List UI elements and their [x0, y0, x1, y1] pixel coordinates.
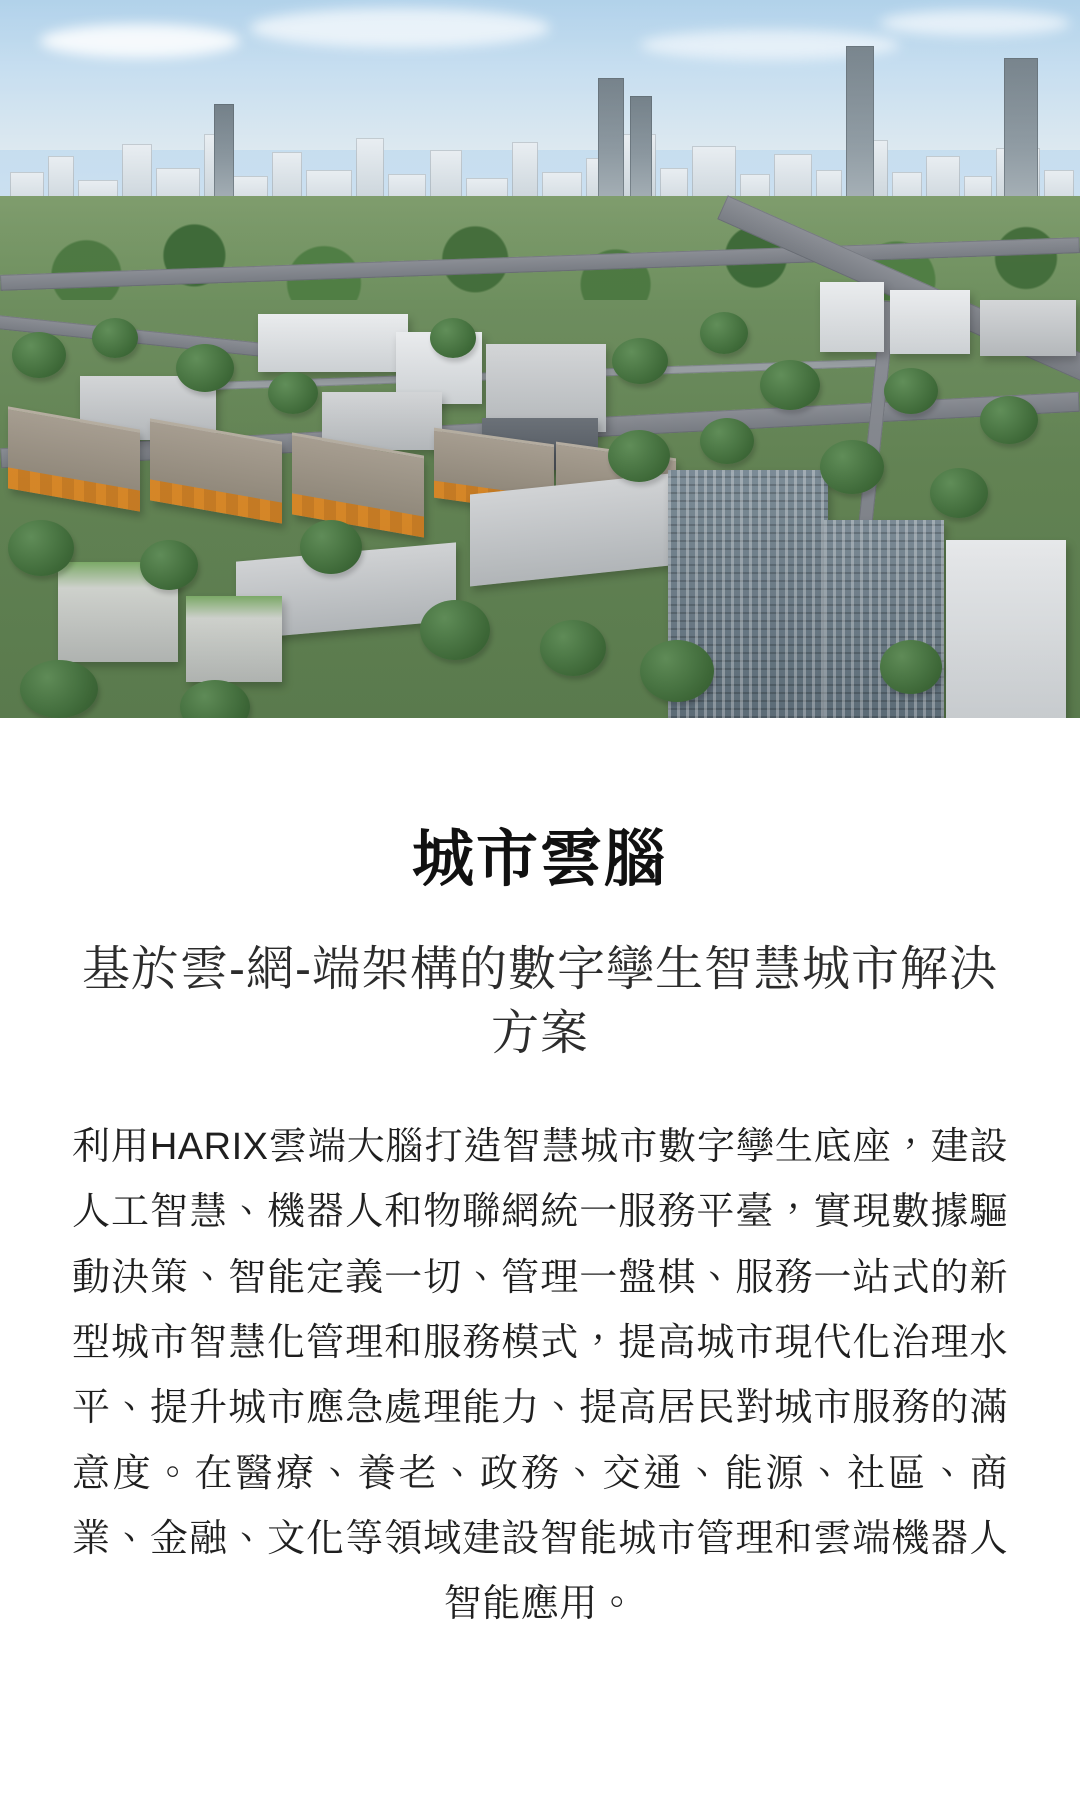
building-block — [258, 314, 408, 372]
tree-cluster — [420, 600, 490, 660]
cloud-shape — [250, 8, 550, 48]
tree-cluster — [760, 360, 820, 410]
cloud-shape — [880, 10, 1070, 36]
green-roof-building — [186, 596, 282, 682]
article-body-paragraph: 利用HARIX雲端大腦打造智慧城市數字孿生底座，建設人工智慧、機器人和物聯網統一服務平臺，實現數據驅動決策、智能定義一切、管理一盤棋、服務一站式的新型城市智慧化管理和服務模式，提高城市現代化治理水平、提升城市應急處理能力、提高居民對城市服務的滿意度。在醫療、養老、政務、交通、能源、社區、商業、金融、文化等領域建設智能城市管理和雲端機器人智能應用。 — [72, 1125, 1008, 1626]
skyscraper-tower — [598, 78, 624, 210]
tree-cluster — [540, 620, 606, 676]
tree-cluster — [176, 344, 234, 392]
skyscraper-tower — [846, 46, 874, 210]
skyscraper-tower — [214, 104, 234, 210]
tree-cluster — [700, 418, 754, 464]
hero-image-aerial-city — [0, 0, 1080, 718]
article-content — [0, 718, 1080, 1638]
tree-cluster — [612, 338, 668, 384]
tree-cluster — [20, 660, 98, 718]
tree-cluster — [140, 540, 198, 590]
page-title: 城市雲腦 — [411, 825, 668, 894]
tree-cluster — [884, 368, 938, 414]
tree-cluster — [12, 332, 66, 378]
residential-block — [946, 540, 1066, 718]
tree-cluster — [430, 318, 476, 358]
building-block — [980, 300, 1076, 356]
tree-cluster — [980, 396, 1038, 444]
tree-cluster — [880, 640, 942, 694]
skyscraper-tower — [1004, 58, 1038, 210]
page-subtitle: 基於雲-網-端架構的數字孿生智慧城市解決方案 — [82, 943, 998, 1060]
tree-cluster — [92, 318, 138, 358]
skyscraper-tower — [630, 96, 652, 210]
building-block — [890, 290, 970, 354]
tree-cluster — [640, 640, 714, 702]
tree-cluster — [820, 440, 884, 494]
tree-cluster — [608, 430, 670, 482]
tree-cluster — [8, 520, 74, 576]
tree-cluster — [300, 520, 362, 574]
cloud-shape — [40, 24, 240, 58]
tree-cluster — [268, 372, 318, 414]
tree-cluster — [930, 468, 988, 518]
building-block — [820, 282, 884, 352]
tree-cluster — [700, 312, 748, 354]
